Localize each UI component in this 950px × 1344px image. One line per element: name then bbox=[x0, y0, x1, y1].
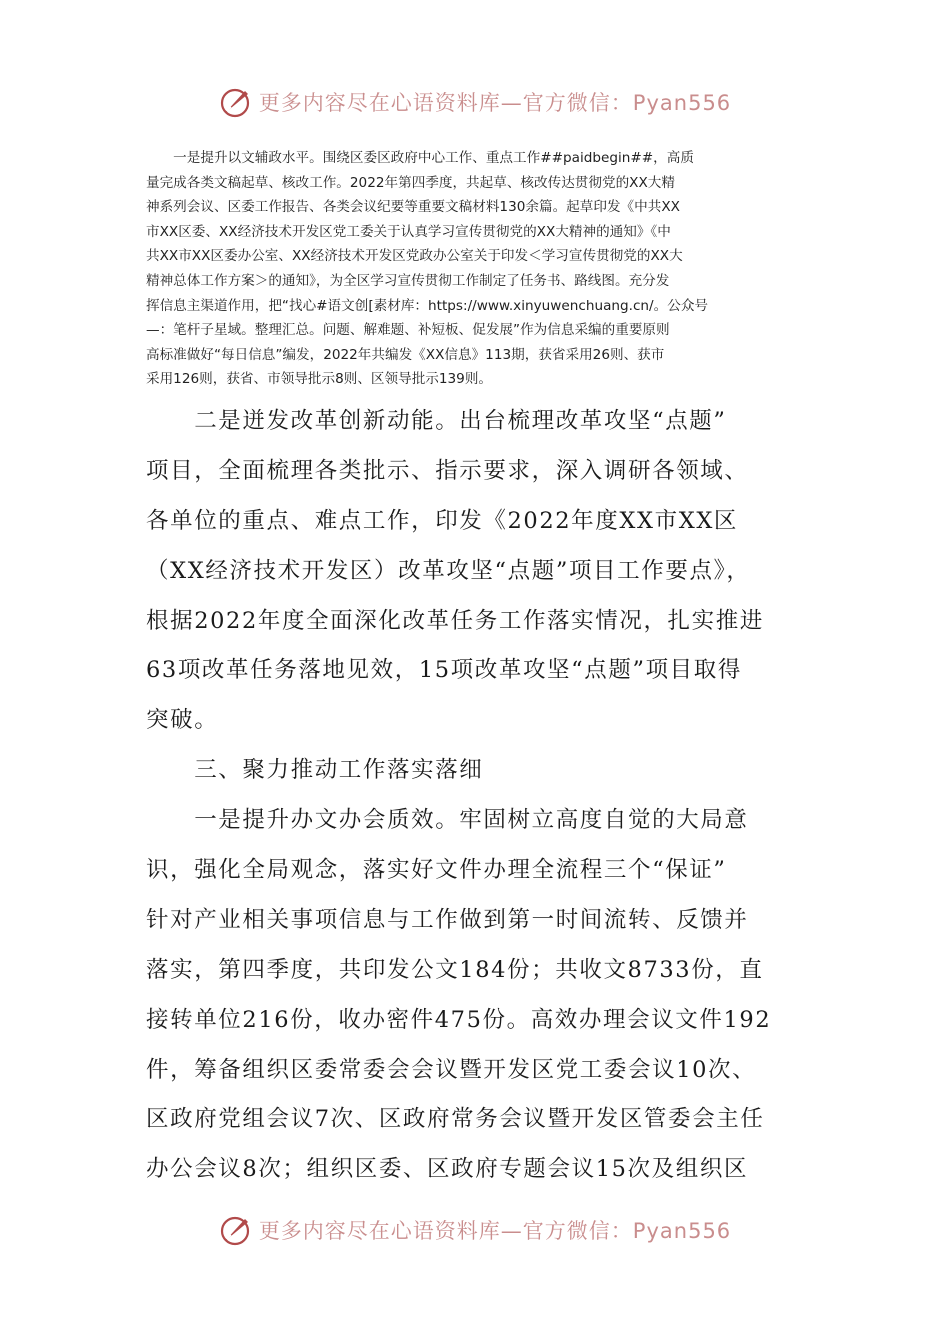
text-line: —：笔杆子星域。整理汇总。问题、解难题、补短板、促发展”作为信息采编的重要原则 bbox=[146, 322, 670, 339]
watermark-text-bottom: 更多内容尽在心语资料库—官方微信：Pyan556 bbox=[258, 1219, 732, 1243]
small-text-paragraph bbox=[146, 146, 812, 392]
body-text bbox=[146, 397, 812, 1195]
quill-pen-logo-icon bbox=[219, 85, 253, 119]
text-line: 精神总体工作方案＞的通知》，为全区学习宣传贯彻工作制定了任务书、路线图。充分发 bbox=[146, 272, 670, 289]
text-line: 63项改革任务落地见效，15项改革攻坚“点题”项目取得 bbox=[146, 657, 742, 684]
watermark-banner-bottom bbox=[0, 1208, 950, 1252]
text-line: 落实，第四季度，共印发公文184份；共收文8733份，直 bbox=[146, 956, 764, 983]
text-line: 各单位的重点、难点工作，印发《2022年度XX市XX区 bbox=[146, 507, 739, 534]
text-line: 量完成各类文稿起草、核改工作。2022年第四季度，共起草、核改传达贯彻党的XX大精 bbox=[146, 174, 675, 191]
text-line: 接转单位216份，收办密件475份。高效办理会议文件192 bbox=[146, 1006, 772, 1033]
section-heading: 三、聚力推动工作落实落细 bbox=[146, 757, 484, 784]
text-line: 二是迸发改革创新动能。出台梳理改革攻坚“点题” bbox=[146, 408, 727, 434]
text-line: 针对产业相关事项信息与工作做到第一时间流转、反馈并 bbox=[146, 906, 749, 933]
text-line: 件，筹备组织区委常委会会议暨开发区党工委会议10次、 bbox=[146, 1056, 757, 1083]
quill-pen-logo-icon bbox=[219, 1213, 253, 1247]
text-line: 项目，全面梳理各类批示、指示要求，深入调研各领域、 bbox=[146, 457, 749, 484]
text-line: 采用126则，获省、市领导批示8则、区领导批示139则。 bbox=[146, 371, 493, 388]
text-line: 一是提升以文辅政水平。围绕区委区政府中心工作、重点工作##paidbegin##，高质 bbox=[146, 150, 694, 166]
text-line: 区政府党组会议7次、区政府常务会议暨开发区管委会主任 bbox=[146, 1106, 765, 1133]
text-line: 办公会议8次；组织区委、区政府专题会议15次及组织区 bbox=[146, 1156, 749, 1183]
text-line: 高标准做好“每日信息”编发，2022年共编发《XX信息》113期，获省采用26则、获市 bbox=[146, 346, 665, 363]
text-line: 共XX市XX区委办公室、XX经济技术开发区党政办公室关于印发＜学习宣传贯彻党的XX大 bbox=[146, 248, 683, 265]
text-line: 根据2022年度全面深化改革任务工作落实情况，扎实推进 bbox=[146, 607, 764, 634]
text-line: （XX经济技术开发区）改革攻坚“点题”项目工作要点》， bbox=[146, 557, 751, 584]
text-line: 市XX区委、XX经济技术开发区党工委关于认真学习宣传贯彻党的XX大精神的通知》《中 bbox=[146, 223, 671, 240]
text-line: 识，强化全局观念，落实好文件办理全流程三个“保证” bbox=[146, 857, 727, 884]
text-line: 挥信息主渠道作用，把“找心#语文创[素材库：https://www.xinyuwenchuang.cn/。公众号 bbox=[146, 297, 709, 314]
text-line: 神系列会议、区委工作报告、各类会议纪要等重要文稿材料130余篇。起草印发《中共XX bbox=[146, 199, 680, 216]
watermark-text-top: 更多内容尽在心语资料库—官方微信：Pyan556 bbox=[258, 91, 732, 115]
text-line: 突破。 bbox=[146, 707, 219, 734]
watermark-banner-top bbox=[0, 80, 950, 124]
text-line: 一是提升办文办会质效。牢固树立高度自觉的大局意 bbox=[146, 807, 749, 834]
